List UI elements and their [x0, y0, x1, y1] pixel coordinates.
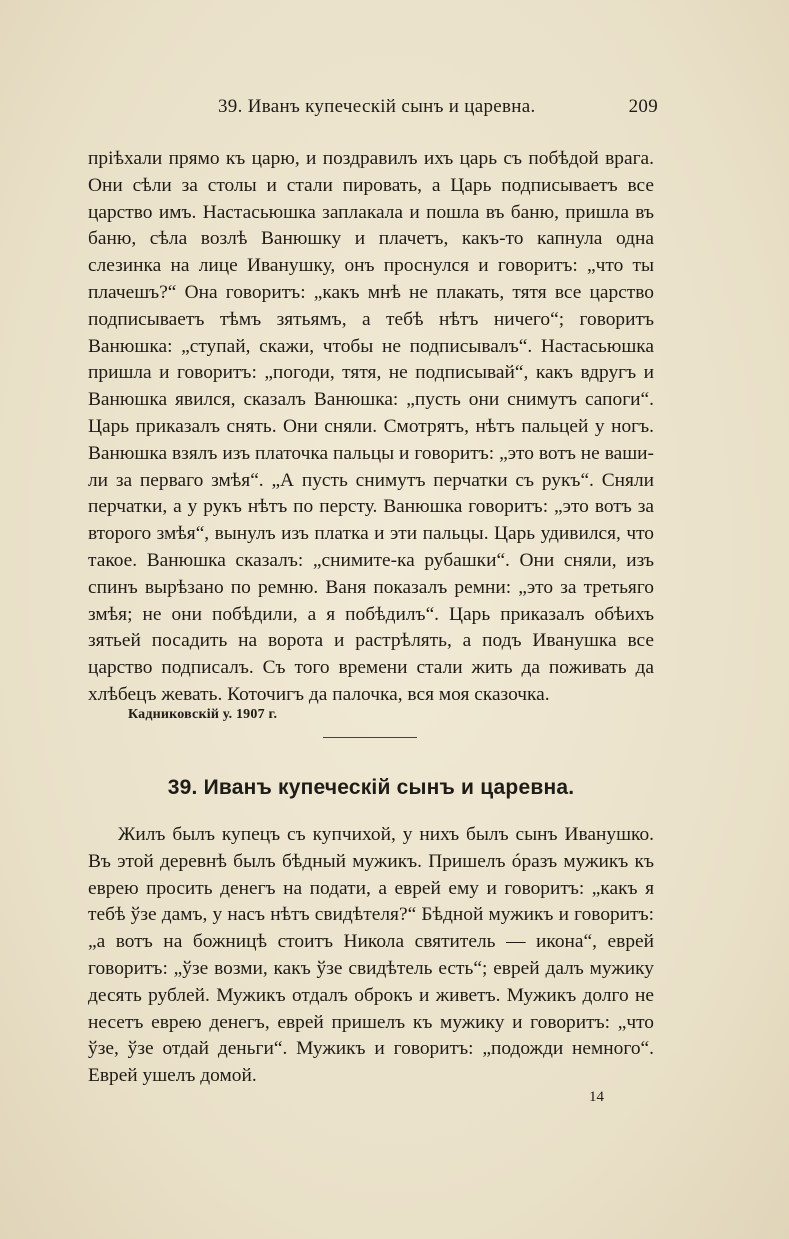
page-number: 209 — [628, 96, 658, 117]
tale-paragraph: Жилъ былъ купецъ съ купчихой, у нихъ былъ сынъ Иванушко. Въ этой деревнѣ былъ бѣдный мужикъ. Пришелъ óразъ мужикъ къ еврею просить денегъ на подати, а еврей ему и говоритъ: „какъ я тебѣ ўзе дамъ, у насъ нѣтъ свидѣтеля?“ Бѣдной мужикъ и говоритъ: „а вотъ на божницѣ стоитъ Никола святитель — икона“, еврей говоритъ: „ўзе возми, какъ ўзе свидѣтель есть“; еврей далъ мужику десять рублей. Мужикъ отдалъ оброкъ и живетъ. Мужикъ долго не несетъ еврею денегъ, еврей пришелъ къ мужику и говоритъ: „что ўзе, ўзе отдай деньги“. Мужикъ и говоритъ: „подожди немного“. Еврей ушелъ домой. — [88, 824, 654, 1087]
section-divider — [323, 737, 417, 738]
tale-body — [88, 822, 654, 1090]
tale-heading: 39. Иванъ купеческій сынъ и царевна. — [167, 776, 575, 799]
running-head-title: 39. Иванъ купеческій сынъ и царевна. — [218, 96, 536, 117]
previous-tale-paragraph: пріѣхали прямо къ царю, и поздравилъ ихъ царь съ побѣдой врага. Они сѣли за столы и стали пировать, а Царь подписываетъ все царство имъ. Настасьюшка заплакала и пошла въ баню, пришла въ баню, сѣла возлѣ Ванюшку и плачетъ, какъ-то капнула одна слезинка на лице Иванушку, онъ проснулся и говоритъ: „что ты плачешъ?“ Она говоритъ: „какъ мнѣ не плакать, тятя все царство подписываетъ тѣмъ зятьямъ, а тебѣ нѣтъ ничего“; говоритъ Ванюшка: „ступай, скажи, чтобы не подписывалъ“. Настасьюшка пришла и говоритъ: „погоди, тятя, не подписывай“, какъ вдругъ и Ванюшка явился, сказалъ Ванюшка: „пусть они снимутъ сапоги“. Царь приказалъ снять. Они сняли. Смотрятъ, нѣтъ пальцей у ногъ. Ванюшка взялъ изъ платочка пальцы и говоритъ: „это вотъ не ваши-ли за перваго змѣя“. „А пусть снимутъ перчатки съ рукъ“. Сняли перчатки, а у рукъ нѣтъ по персту. Ванюшка говоритъ: „это вотъ за второго змѣя“, вынулъ изъ платка и эти пальцы. Царь удивился, что такое. Ванюшка сказалъ: „снимите-ка рубашки“. Они сняли, изъ спинъ вырѣзано по ремню. Ваня показалъ ремни: „это за третьяго змѣя; не они побѣдили, а я побѣдилъ“. Царь приказалъ обѣихъ зятьей посадить на ворота и растрѣлять, а подъ Иванушка все царство подписалъ. Съ того времени стали жить да поживать да хлѣбецъ жевать. Коточигъ да палочка, вся моя сказочка. — [88, 148, 654, 705]
previous-tale-ending — [88, 146, 654, 709]
signature-mark: 14 — [589, 1089, 604, 1105]
tale-attribution: Кадниковскій у. 1907 г. — [128, 707, 278, 722]
